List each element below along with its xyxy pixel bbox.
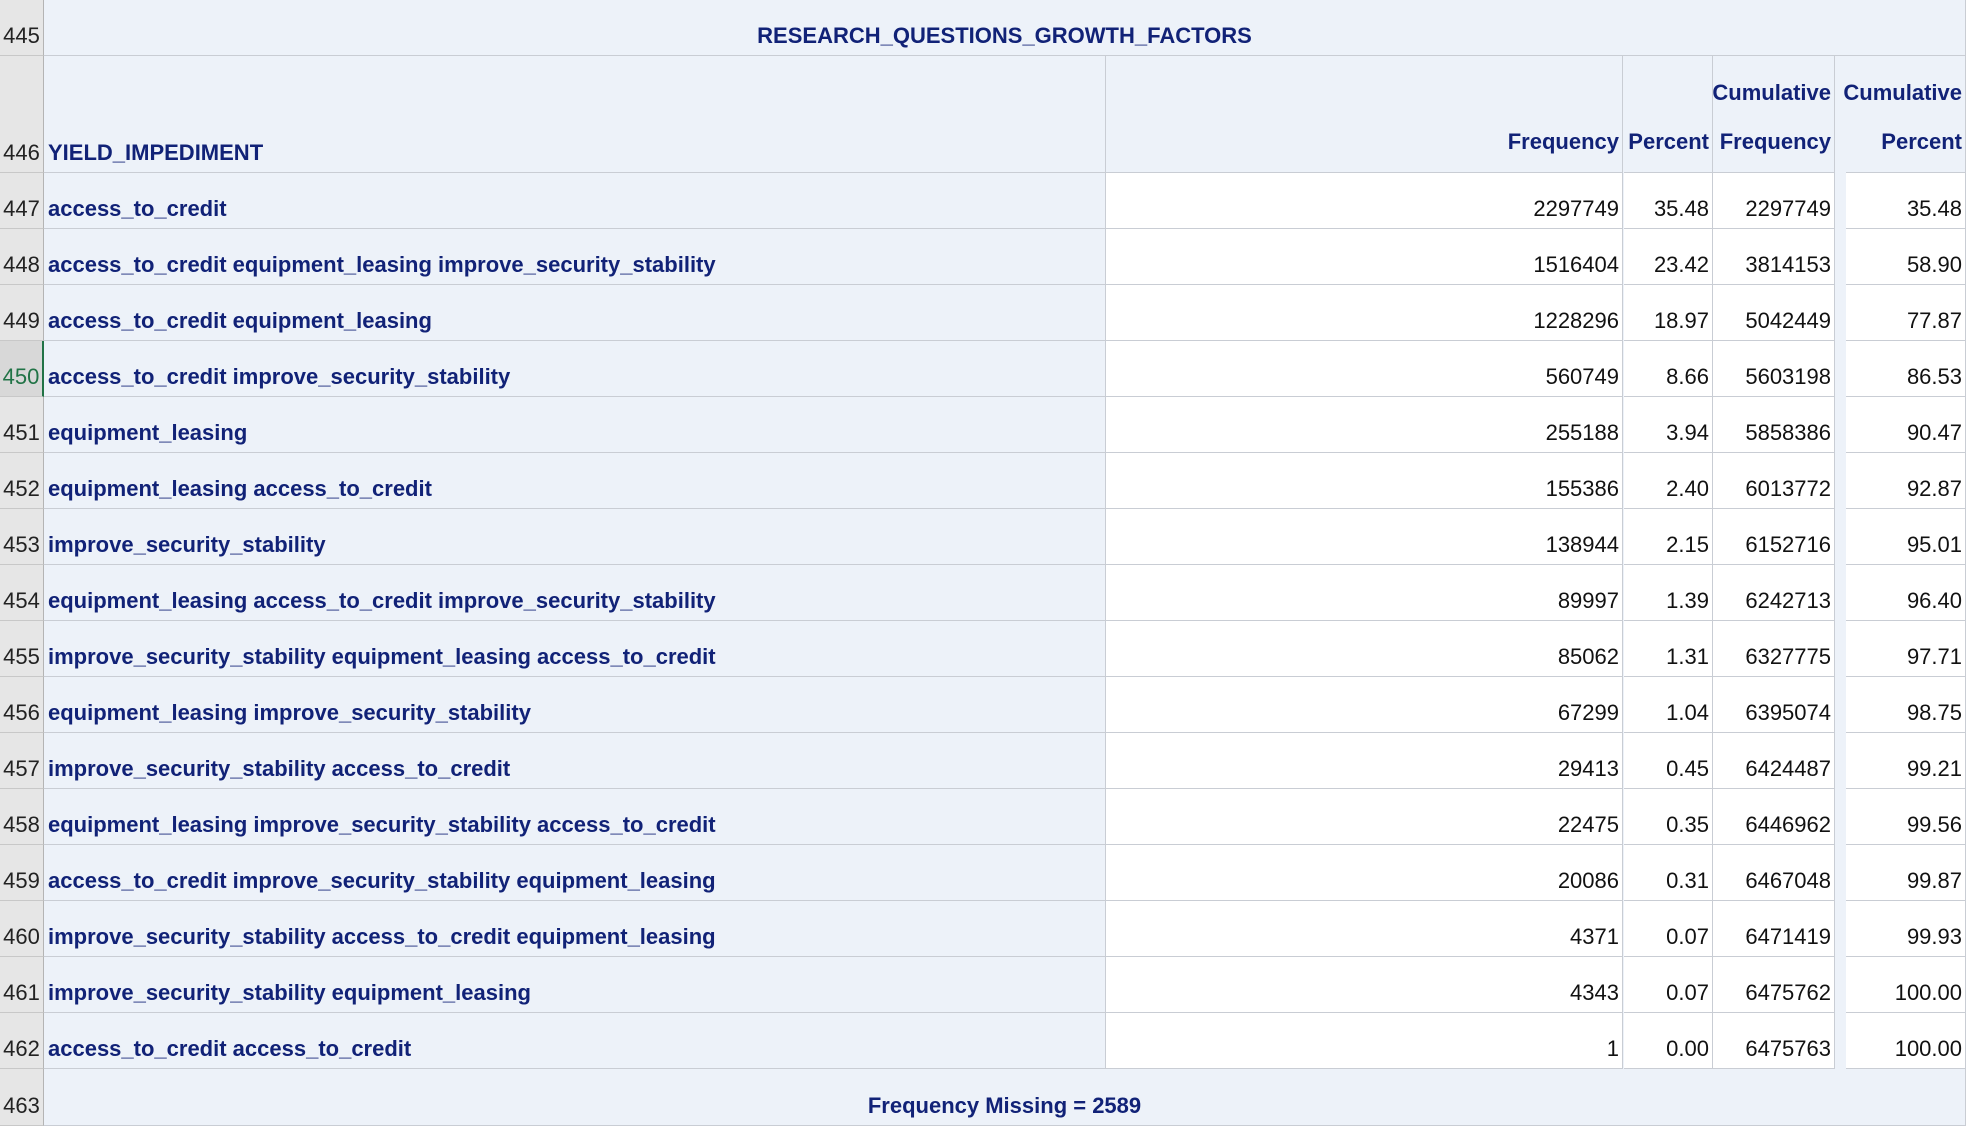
header-cumulative-percent[interactable] bbox=[1843, 56, 1966, 173]
header-yield-impediment[interactable]: YIELD_IMPEDIMENT bbox=[44, 56, 1106, 173]
percent-cell[interactable]: 0.45 bbox=[1624, 733, 1713, 789]
header-frequency-label: Frequency bbox=[1507, 129, 1619, 154]
frequency-cell[interactable]: 1516404 bbox=[1106, 229, 1623, 285]
table-row bbox=[0, 789, 1966, 845]
row-number[interactable]: 458 bbox=[0, 789, 44, 845]
header-cumulative-frequency[interactable] bbox=[1713, 56, 1835, 173]
cumulative-percent-cell[interactable]: 58.90 bbox=[1846, 229, 1966, 285]
row-label[interactable]: access_to_credit improve_security_stability equipment_leasing bbox=[44, 845, 1106, 901]
frequency-cell[interactable]: 1 bbox=[1106, 1013, 1623, 1069]
cumulative-percent-cell[interactable]: 99.56 bbox=[1846, 789, 1966, 845]
row-label[interactable]: equipment_leasing bbox=[44, 397, 1106, 453]
percent-cell[interactable]: 0.07 bbox=[1624, 957, 1713, 1013]
table-row bbox=[0, 229, 1966, 285]
row-number[interactable]: 462 bbox=[0, 1013, 44, 1069]
cumulative-percent-cell[interactable]: 97.71 bbox=[1846, 621, 1966, 677]
cumulative-frequency-cell[interactable]: 5042449 bbox=[1713, 285, 1835, 341]
cumulative-frequency-cell[interactable]: 6395074 bbox=[1713, 677, 1835, 733]
cumulative-percent-cell[interactable]: 96.40 bbox=[1846, 565, 1966, 621]
cumulative-frequency-cell[interactable]: 6475762 bbox=[1713, 957, 1835, 1013]
frequency-missing[interactable]: Frequency Missing = 2589 bbox=[44, 1069, 1966, 1126]
cumulative-frequency-cell[interactable]: 6424487 bbox=[1713, 733, 1835, 789]
row-number[interactable]: 457 bbox=[0, 733, 44, 789]
frequency-cell[interactable]: 4371 bbox=[1106, 901, 1623, 957]
row-label[interactable]: access_to_credit bbox=[44, 173, 1106, 229]
frequency-cell[interactable]: 4343 bbox=[1106, 957, 1623, 1013]
frequency-cell[interactable]: 560749 bbox=[1106, 341, 1623, 397]
cumulative-percent-cell[interactable]: 95.01 bbox=[1846, 509, 1966, 565]
percent-cell[interactable]: 2.15 bbox=[1624, 509, 1713, 565]
header-percent[interactable] bbox=[1624, 56, 1713, 173]
row-number[interactable]: 463 bbox=[0, 1069, 44, 1126]
frequency-cell[interactable]: 155386 bbox=[1106, 453, 1623, 509]
cumulative-percent-cell[interactable]: 35.48 bbox=[1846, 173, 1966, 229]
table-row bbox=[0, 341, 1966, 397]
cumulative-percent-cell[interactable]: 100.00 bbox=[1846, 1013, 1966, 1069]
cumulative-frequency-cell[interactable]: 6467048 bbox=[1713, 845, 1835, 901]
title-row bbox=[0, 0, 1966, 56]
percent-cell[interactable]: 23.42 bbox=[1624, 229, 1713, 285]
table-row bbox=[0, 173, 1966, 229]
table-row bbox=[0, 901, 1966, 957]
header-frequency[interactable] bbox=[1106, 56, 1623, 173]
percent-cell[interactable]: 0.07 bbox=[1624, 901, 1713, 957]
cumulative-frequency-cell[interactable]: 6327775 bbox=[1713, 621, 1835, 677]
row-number[interactable]: 446 bbox=[0, 56, 44, 173]
cumulative-frequency-cell[interactable]: 3814153 bbox=[1713, 229, 1835, 285]
cumulative-percent-cell[interactable]: 77.87 bbox=[1846, 285, 1966, 341]
row-label[interactable]: access_to_credit equipment_leasing improve_security_stability bbox=[44, 229, 1106, 285]
row-number[interactable]: 452 bbox=[0, 453, 44, 509]
table-row bbox=[0, 621, 1966, 677]
cumulative-percent-cell[interactable]: 99.87 bbox=[1846, 845, 1966, 901]
percent-cell[interactable]: 0.00 bbox=[1624, 1013, 1713, 1069]
cumulative-frequency-cell[interactable]: 2297749 bbox=[1713, 173, 1835, 229]
row-number[interactable]: 455 bbox=[0, 621, 44, 677]
frequency-cell[interactable]: 1228296 bbox=[1106, 285, 1623, 341]
header-cum-pct-line1: Cumulative bbox=[1843, 80, 1962, 105]
table-row bbox=[0, 397, 1966, 453]
table-row bbox=[0, 285, 1966, 341]
cumulative-percent-cell[interactable]: 99.21 bbox=[1846, 733, 1966, 789]
cumulative-percent-cell[interactable]: 98.75 bbox=[1846, 677, 1966, 733]
row-number[interactable]: 448 bbox=[0, 229, 44, 285]
table-title[interactable]: RESEARCH_QUESTIONS_GROWTH_FACTORS bbox=[44, 0, 1966, 56]
percent-cell[interactable]: 0.35 bbox=[1624, 789, 1713, 845]
header-cum-freq-line1: Cumulative bbox=[1712, 80, 1831, 105]
row-label[interactable]: improve_security_stability access_to_credit equipment_leasing bbox=[44, 901, 1106, 957]
header-cum-pct-line2: Percent bbox=[1881, 129, 1962, 154]
cumulative-frequency-cell[interactable]: 5858386 bbox=[1713, 397, 1835, 453]
row-label[interactable]: equipment_leasing improve_security_stability bbox=[44, 677, 1106, 733]
frequency-cell[interactable]: 138944 bbox=[1106, 509, 1623, 565]
row-number[interactable]: 456 bbox=[0, 677, 44, 733]
table-row bbox=[0, 677, 1966, 733]
row-number[interactable]: 449 bbox=[0, 285, 44, 341]
header-row bbox=[0, 56, 1966, 173]
cumulative-frequency-cell[interactable]: 6242713 bbox=[1713, 565, 1835, 621]
row-number[interactable]: 461 bbox=[0, 957, 44, 1013]
frequency-cell[interactable]: 85062 bbox=[1106, 621, 1623, 677]
percent-cell[interactable]: 0.31 bbox=[1624, 845, 1713, 901]
row-label[interactable]: improve_security_stability bbox=[44, 509, 1106, 565]
percent-cell[interactable]: 8.66 bbox=[1624, 341, 1713, 397]
row-number[interactable]: 451 bbox=[0, 397, 44, 453]
row-label[interactable]: access_to_credit improve_security_stability bbox=[44, 341, 1106, 397]
frequency-cell[interactable]: 255188 bbox=[1106, 397, 1623, 453]
row-number[interactable]: 450 bbox=[0, 341, 44, 397]
percent-cell[interactable]: 1.39 bbox=[1624, 565, 1713, 621]
cumulative-percent-cell[interactable]: 92.87 bbox=[1846, 453, 1966, 509]
cumulative-frequency-cell[interactable]: 5603198 bbox=[1713, 341, 1835, 397]
percent-cell[interactable]: 3.94 bbox=[1624, 397, 1713, 453]
row-number[interactable]: 453 bbox=[0, 509, 44, 565]
row-number[interactable]: 460 bbox=[0, 901, 44, 957]
table-row bbox=[0, 509, 1966, 565]
table-row bbox=[0, 957, 1966, 1013]
row-label[interactable]: access_to_credit access_to_credit bbox=[44, 1013, 1106, 1069]
cumulative-percent-cell[interactable]: 90.47 bbox=[1846, 397, 1966, 453]
percent-cell[interactable]: 1.31 bbox=[1624, 621, 1713, 677]
cumulative-frequency-cell[interactable]: 6152716 bbox=[1713, 509, 1835, 565]
table-row bbox=[0, 453, 1966, 509]
frequency-cell[interactable]: 2297749 bbox=[1106, 173, 1623, 229]
cumulative-percent-cell[interactable]: 99.93 bbox=[1846, 901, 1966, 957]
table-row bbox=[0, 565, 1966, 621]
row-label[interactable]: equipment_leasing access_to_credit bbox=[44, 453, 1106, 509]
percent-cell[interactable]: 1.04 bbox=[1624, 677, 1713, 733]
frequency-cell[interactable]: 89997 bbox=[1106, 565, 1623, 621]
row-label[interactable]: improve_security_stability equipment_leasing bbox=[44, 957, 1106, 1013]
frequency-cell[interactable]: 67299 bbox=[1106, 677, 1623, 733]
row-number[interactable]: 445 bbox=[0, 0, 44, 56]
table-row bbox=[0, 1013, 1966, 1069]
row-number[interactable]: 459 bbox=[0, 845, 44, 901]
table-row bbox=[0, 733, 1966, 789]
percent-cell[interactable]: 35.48 bbox=[1624, 173, 1713, 229]
header-percent-label: Percent bbox=[1628, 129, 1709, 154]
row-label[interactable]: improve_security_stability access_to_credit bbox=[44, 733, 1106, 789]
cumulative-percent-cell[interactable]: 86.53 bbox=[1846, 341, 1966, 397]
table-row bbox=[0, 845, 1966, 901]
row-label[interactable]: equipment_leasing access_to_credit improve_security_stability bbox=[44, 565, 1106, 621]
header-cum-freq-line2: Frequency bbox=[1719, 129, 1831, 154]
frequency-cell[interactable]: 29413 bbox=[1106, 733, 1623, 789]
row-number[interactable]: 447 bbox=[0, 173, 44, 229]
cumulative-frequency-cell[interactable]: 6475763 bbox=[1713, 1013, 1835, 1069]
cumulative-percent-cell[interactable]: 100.00 bbox=[1846, 957, 1966, 1013]
frequency-cell[interactable]: 20086 bbox=[1106, 845, 1623, 901]
frequency-cell[interactable]: 22475 bbox=[1106, 789, 1623, 845]
cumulative-frequency-cell[interactable]: 6471419 bbox=[1713, 901, 1835, 957]
row-label[interactable]: access_to_credit equipment_leasing bbox=[44, 285, 1106, 341]
cumulative-frequency-cell[interactable]: 6446962 bbox=[1713, 789, 1835, 845]
cumulative-frequency-cell[interactable]: 6013772 bbox=[1713, 453, 1835, 509]
percent-cell[interactable]: 18.97 bbox=[1624, 285, 1713, 341]
footer-row bbox=[0, 1069, 1966, 1126]
percent-cell[interactable]: 2.40 bbox=[1624, 453, 1713, 509]
row-number[interactable]: 454 bbox=[0, 565, 44, 621]
row-label[interactable]: improve_security_stability equipment_leasing access_to_credit bbox=[44, 621, 1106, 677]
row-label[interactable]: equipment_leasing improve_security_stability access_to_credit bbox=[44, 789, 1106, 845]
